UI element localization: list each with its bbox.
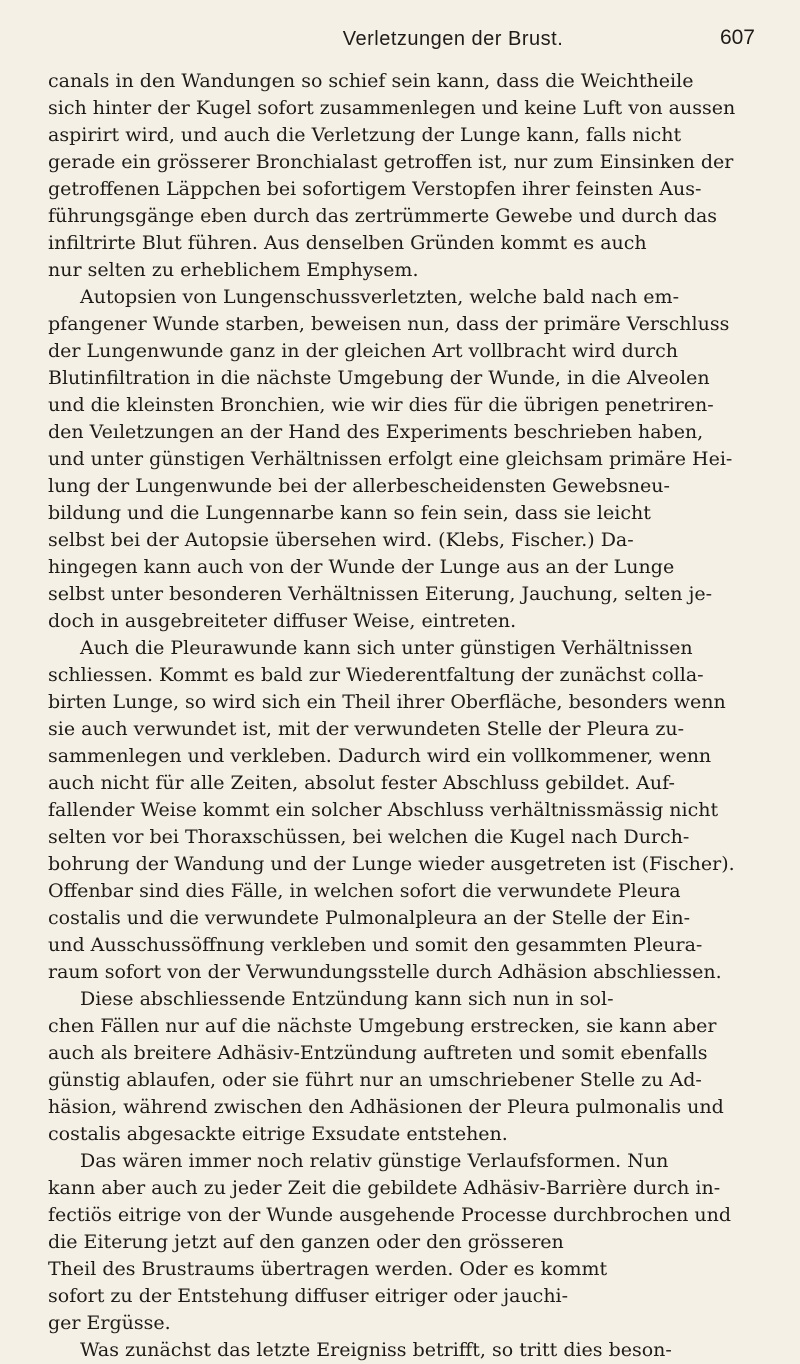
text-line: selten vor bei Thoraxschüssen, bei welchen die Kugel nach Durch- (48, 826, 690, 848)
text-line: aspirirt wird, und auch die Verletzung der Lunge kann, falls nicht (48, 124, 682, 146)
text-line: birten Lunge, so wird sich ein Theil ihrer Oberfläche, besonders wenn (48, 691, 726, 713)
text-line: auch nicht für alle Zeiten, absolut fester Abschluss gebildet. Auf- (48, 772, 675, 794)
running-title: Verletzungen der Brust. (342, 28, 564, 50)
text-line: Diese abschliessende Entzündung kann sich nun in sol- (80, 988, 614, 1010)
text-line: lung der Lungenwunde bei der allerbescheidensten Gewebsneu- (48, 475, 670, 497)
text-line: Das wären immer noch relativ günstige Verlaufsformen. Nun (80, 1150, 669, 1172)
text-line: sofort zu der Entstehung diffuser eitriger oder jauchi- (48, 1285, 569, 1307)
text-line: doch in ausgebreiteter diffuser Weise, eintreten. (48, 610, 517, 632)
text-line: sie auch verwundet ist, mit der verwundeten Stelle der Pleura zu- (48, 718, 684, 740)
text-line: günstig ablaufen, oder sie führt nur an umschriebener Stelle zu Ad- (48, 1069, 702, 1091)
text-line: führungsgänge eben durch das zertrümmerte Gewebe und durch das (48, 205, 718, 227)
text-line: canals in den Wandungen so schief sein kann, dass die Weichtheile (48, 70, 694, 92)
text-line: selbst bei der Autopsie übersehen wird. (Klebs, Fischer.) Da- (48, 529, 634, 551)
text-line: bohrung der Wandung und der Lunge wieder ausgetreten ist (Fischer). (48, 853, 735, 875)
text-line: und Ausschussöffnung verkleben und somit den gesammten Pleura- (48, 934, 703, 956)
text-line: die Eiterung jetzt auf den ganzen oder den grösseren (48, 1231, 564, 1253)
text-line: den Veıletzungen an der Hand des Experiments beschrieben haben, (48, 421, 704, 443)
text-line: und die kleinsten Bronchien, wie wir dies für die übrigen penetriren- (48, 394, 714, 416)
text-line: raum sofort von der Verwundungsstelle durch Adhäsion abschliessen. (48, 961, 722, 983)
text-line: gerade ein grösserer Bronchialast getroffen ist, nur zum Einsinken der (48, 151, 734, 173)
page-number: 607 (719, 26, 755, 49)
text-line: Offenbar sind dies Fälle, in welchen sofort die verwundete Pleura (48, 880, 681, 902)
text-line: sammenlegen und verkleben. Dadurch wird ein vollkommener, wenn (48, 745, 712, 767)
text-line: costalis abgesackte eitrige Exsudate entstehen. (48, 1123, 508, 1145)
text-line: der Lungenwunde ganz in der gleichen Art vollbracht wird durch (48, 340, 678, 362)
text-line: pfangener Wunde starben, beweisen nun, dass der primäre Verschluss (48, 313, 730, 335)
text-line: schliessen. Kommt es bald zur Wiederentfaltung der zunächst colla- (48, 664, 704, 686)
text-line: sich hinter der Kugel sofort zusammenlegen und keine Luft von aussen (48, 97, 736, 119)
page-header (48, 20, 755, 60)
text-line: bildung und die Lungennarbe kann so fein sein, dass sie leicht (48, 502, 651, 524)
text-line: Autopsien von Lungenschussverletzten, welche bald nach em- (80, 286, 679, 308)
text-line: nur selten zu erheblichem Emphysem. (48, 259, 419, 281)
text-line: häsion, während zwischen den Adhäsionen der Pleura pulmonalis und (48, 1096, 724, 1118)
text-line: fectiös eitrige von der Wunde ausgehende Processe durchbrochen und (48, 1204, 732, 1226)
text-line: fallender Weise kommt ein solcher Abschluss verhältnissmässig nicht (48, 799, 719, 821)
body-text (48, 68, 755, 1364)
text-line: hingegen kann auch von der Wunde der Lunge aus an der Lunge (48, 556, 675, 578)
text-line: costalis und die verwundete Pulmonalpleura an der Stelle der Ein- (48, 907, 691, 929)
text-line: und unter günstigen Verhältnissen erfolgt eine gleichsam primäre Hei- (48, 448, 733, 470)
text-line: auch als breitere Adhäsiv-Entzündung auftreten und somit ebenfalls (48, 1042, 708, 1064)
text-line: getroffenen Läppchen bei sofortigem Verstopfen ihrer feinsten Aus- (48, 178, 702, 200)
text-line: infiltrirte Blut führen. Aus denselben Gründen kommt es auch (48, 232, 647, 254)
text-line: Blutinfiltration in die nächste Umgebung der Wunde, in die Alveolen (48, 367, 710, 389)
text-line: Theil des Brustraums übertragen werden. Oder es kommt (48, 1258, 608, 1280)
text-line: ger Ergüsse. (48, 1312, 171, 1334)
text-line: chen Fällen nur auf die nächste Umgebung erstrecken, sie kann aber (48, 1015, 717, 1037)
text-line: selbst unter besonderen Verhältnissen Eiterung, Jauchung, selten je- (48, 583, 713, 605)
text-line: kann aber auch zu jeder Zeit die gebildete Adhäsiv-Barrière durch in- (48, 1177, 721, 1199)
text-line: Was zunächst das letzte Ereigniss betrifft, so tritt dies beson- (80, 1339, 672, 1361)
text-line: Auch die Pleurawunde kann sich unter günstigen Verhältnissen (80, 637, 693, 659)
